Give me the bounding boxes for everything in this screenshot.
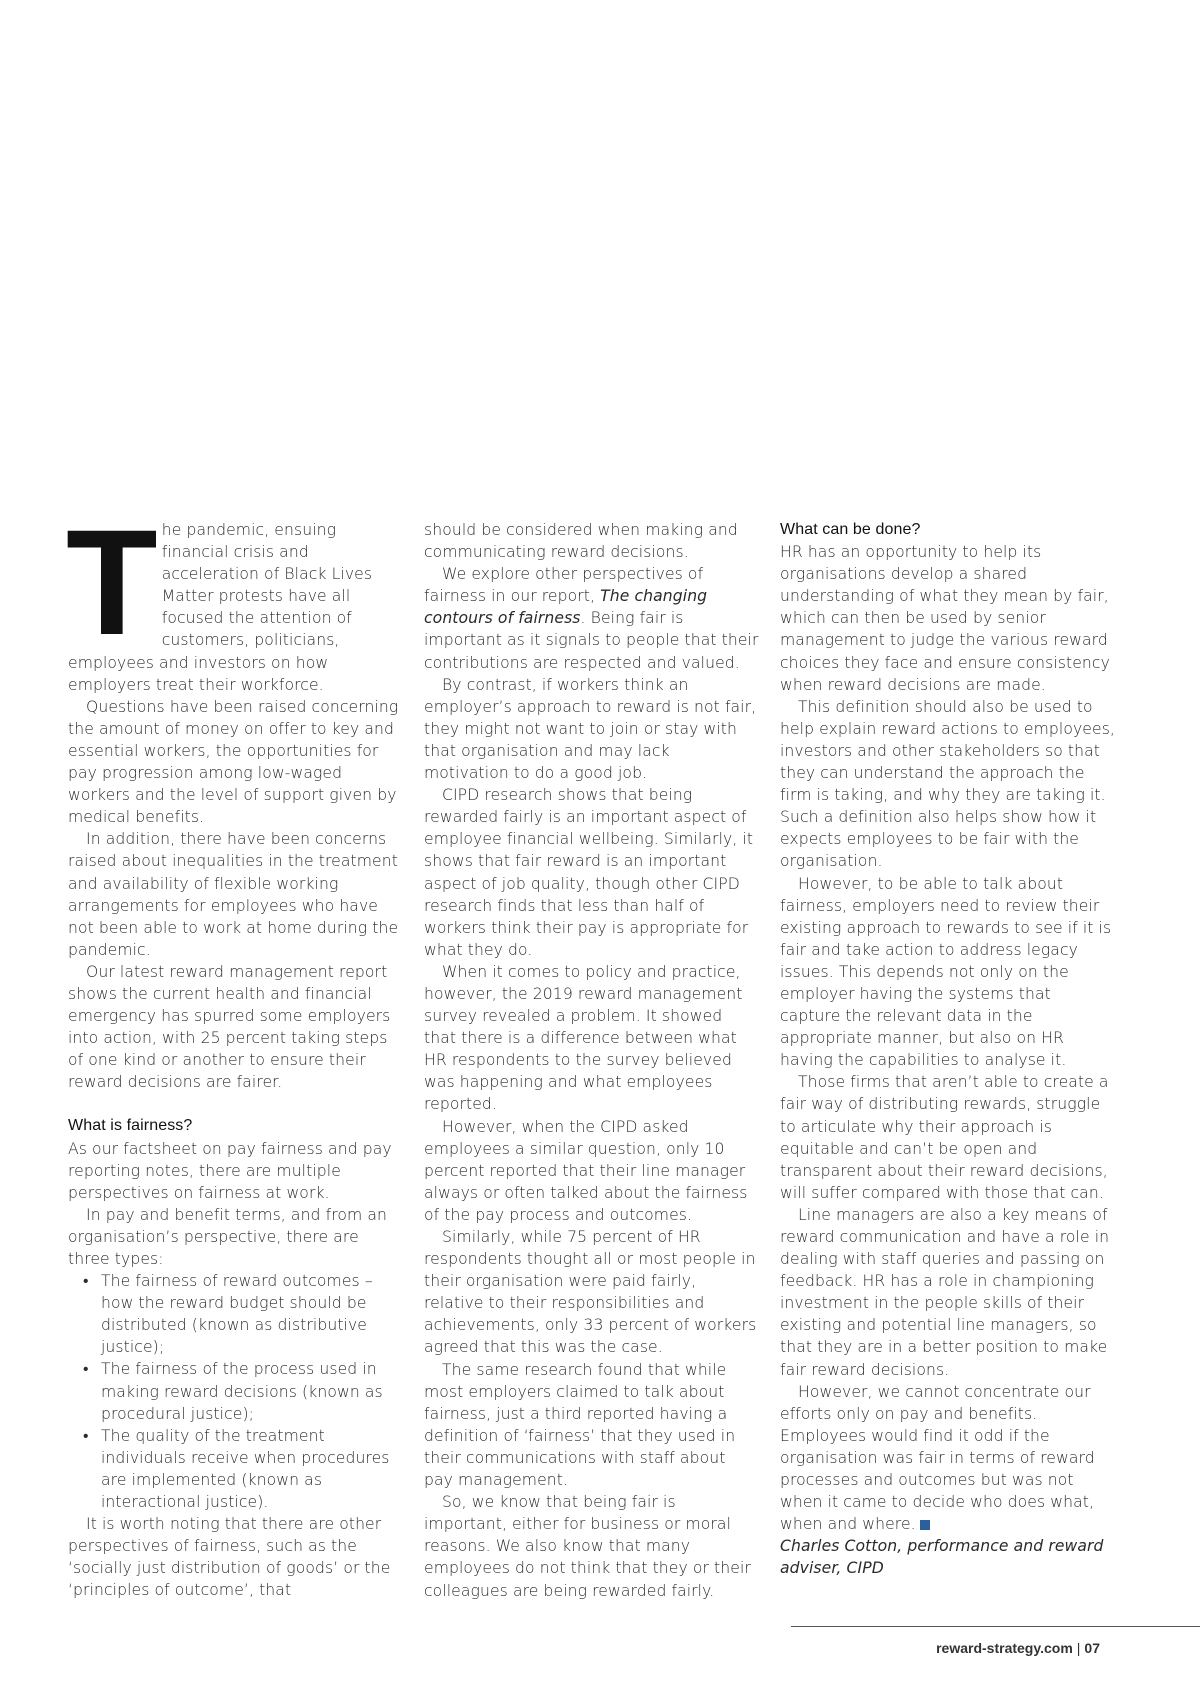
footer-separator: | <box>1076 1640 1081 1656</box>
paragraph: However, to be able to talk about fairness, employers need to review their existing approach to rewards to see if it is fair and take action to address legacy issues. This depends not only on the employer having the systems that capture the relevant data in the appropriate manner, but also on HR having the capabilities to analyse it. <box>780 874 1112 1070</box>
list-item: • The quality of the treatment individuals receive when procedures are implemented (known as interactional justice). <box>68 1425 403 1513</box>
page-footer <box>700 1640 1100 1656</box>
paragraph: When it comes to policy and practice, however, the 2019 reward management survey revealed a problem. It showed that there is a difference between what HR respondents to the survey believed was happening and what employees reported. <box>424 962 743 1114</box>
paragraph: should be considered when making and communicating reward decisions. <box>424 521 738 562</box>
paragraph: This definition should also be used to help explain reward actions to employees, investors and other stakeholders so that they can understand the approach the firm is taking, and why they are taking it. Such a definition also helps show how it expects employees to be fair with the organisation. <box>780 697 1115 871</box>
paragraph: Those firms that aren’t able to create a fair way of distributing rewards, struggle to articulate why their approach is equitable and can’t be open and transparent about their reward decisions, will suffer compared with those that can. <box>780 1073 1109 1202</box>
end-of-article-mark-icon <box>920 1520 930 1530</box>
article-column-1 <box>66 498 403 1602</box>
paragraph: The same research found that while most employers claimed to talk about fairness, just a third reported having a definition of ‘fairness’ that they used in their communications with staff about pay management. <box>424 1360 736 1490</box>
paragraph: Questions have been raised concerning the amount of money on offer to key and essential workers, the opportunities for pay progression among low-waged workers and the level of support given by medical benefits. <box>68 697 399 827</box>
section-heading-what-is-fairness: What is fairness? <box>68 1117 193 1135</box>
paragraph: By contrast, if workers think an employer’s approach to reward is not fair, they might not want to join or stay with that organisation and may lack motivation to do a good job. <box>424 675 757 783</box>
paragraph: As our factsheet on pay fairness and pay reporting notes, there are multiple perspectives on fairness at work. <box>68 1139 392 1202</box>
list-item: • The fairness of reward outcomes – how the reward budget should be distributed (known as distributive justice); <box>68 1270 403 1358</box>
paragraph: Our latest reward management report shows the current health and financial emergency has spurred some employers into action, with 25 percent taking steps of one kind or another to ensure their reward decisions are fairer. <box>68 962 391 1092</box>
article-column-3 <box>780 519 1115 1580</box>
paragraph: In addition, there have been concerns raised about inequalities in the treatment and availability of flexible working arrangements for employees who have not been able to work at home during the pandemic. <box>68 830 399 959</box>
footer-site-link[interactable]: reward-strategy.com <box>936 1640 1073 1656</box>
intro-paragraph: The pandemic, ensuing financial crisis and acceleration of Black Lives Matter protests have all focused the attention of customers, politicians, employees and investors on how employers treat their workforce. <box>66 498 373 694</box>
paragraph: It is worth noting that there are other perspectives of fairness, such as the ‘socially just distribution of goods’ or the ‘principles of outcome’, that <box>68 1515 391 1600</box>
paragraph: However, we cannot concentrate our efforts only on pay and benefits. Employees would find it odd if the organisation was fair in terms of reward processes and outcomes but was not when it came to decide who does what, when and where. <box>780 1382 1095 1534</box>
page-number: 07 <box>1084 1640 1100 1656</box>
author-signature: Charles Cotton, performance and reward adviser, CIPD <box>780 1537 1104 1578</box>
drop-cap: T <box>66 498 158 666</box>
paragraph: However, when the CIPD asked employees a similar question, only 10 percent reported that their line manager always or often talked about the fairness of the pay process and outcomes. <box>424 1117 748 1224</box>
list-item: • The fairness of the process used in making reward decisions (known as procedural justice); <box>68 1358 403 1424</box>
paragraph: Line managers are also a key means of reward communication and have a role in dealing with staff queries and passing on feedback. HR has a role in championing investment in the people skills of their existing and potential line managers, so that they are in a better position to make fair reward decisions. <box>780 1205 1110 1379</box>
section-heading-what-can-be-done: What can be done? <box>780 521 921 538</box>
article-column-2 <box>424 519 759 1602</box>
paragraph: In pay and benefit terms, and from an organisation’s perspective, there are three types: <box>68 1205 387 1268</box>
fairness-types-list <box>68 1270 403 1513</box>
paragraph: Similarly, while 75 percent of HR respondents thought all or most people in their organisation were paid fairly, relative to their responsibilities and achievements, only 33 percent of workers agreed that this was the case. <box>424 1228 757 1357</box>
paragraph: CIPD research shows that being rewarded fairly is an important aspect of employee financial wellbeing. Similarly, it shows that fair reward is an important aspect of job quality, though other CIPD research finds that less than half of workers think their pay is appropriate for what they do. <box>424 786 754 959</box>
report-title: The changing contours of fairness <box>424 587 708 628</box>
paragraph: We explore other perspectives of fairness in our report, The changing contours of fairness. Being fair is important as it signals to people that their contributions are respected and valued. <box>424 565 759 672</box>
paragraph: HR has an opportunity to help its organisations develop a shared understanding of what they mean by fair, which can then be used by senior management to judge the various reward choices they face and ensure consistency when reward decisions are made. <box>780 543 1110 694</box>
paragraph: So, we know that being fair is important, either for business or moral reasons. We also know that many employees do not think that they or their colleagues are being rewarded fairly. <box>424 1493 751 1600</box>
footer-rule <box>791 1626 1200 1627</box>
